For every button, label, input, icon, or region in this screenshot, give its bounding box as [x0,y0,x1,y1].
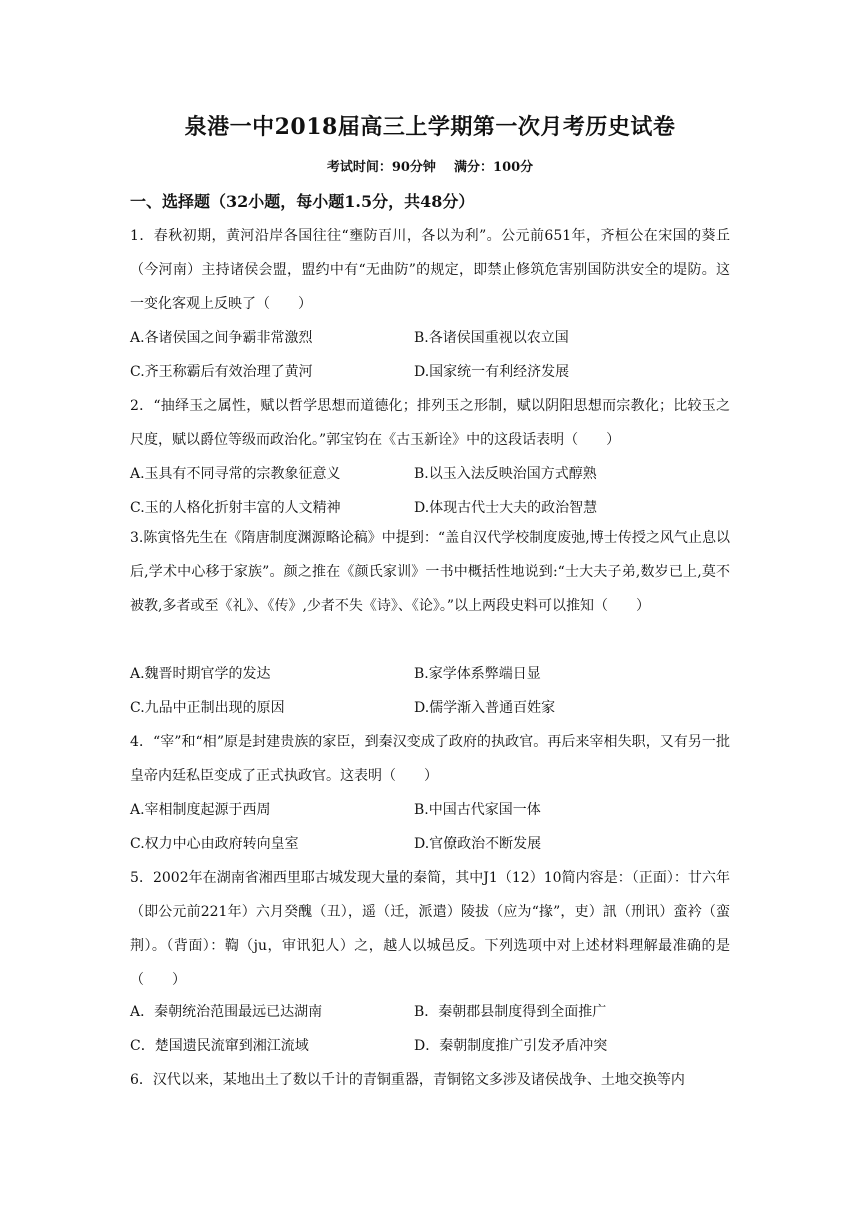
question-2-options-row-2 [130,491,730,525]
question-2-option-c: C.玉的人格化折射丰富的人文精神 [130,500,341,516]
question-3-options-row-1 [130,657,730,691]
question-4-stem: 4．“宰”和“相”原是封建贵族的家臣，到秦汉变成了政府的执政官。再后来宰相失职，又有另一批皇帝内廷私臣变成了正式执政官。这表明（ ） [130,734,730,784]
exam-info: 考试时间：90分钟 满分：100分 [326,160,534,175]
question-1-option-c: C.齐王称霸后有效治理了黄河 [130,364,313,380]
question-1-option-b: B.各诸侯国重视以农立国 [414,330,569,346]
question-1-stem: 1．春秋初期，黄河沿岸各国往往“壅防百川，各以为利”。公元前651年，齐桓公在宋国的葵丘（今河南）主持诸侯会盟，盟约中有“无曲防”的规定，即禁止修筑危害别国防洪安全的堤防。这一变化客观上反映了（ ） [130,228,730,312]
question-2-stem: 2．“抽绎玉之属性，赋以哲学思想而道德化；排列玉之形制，赋以阴阳思想而宗教化；比较玉之尺度，赋以爵位等级而政治化。”郭宝钧在《古玉新诠》中的这段话表明（ ） [130,398,730,448]
question-5-options-row-2 [130,1029,730,1063]
question-3-options-row-2 [130,691,730,725]
question-5-options-row-1 [130,995,730,1029]
section-heading: 一、选择题（32小题，每小题1.5分，共48分） [130,192,475,211]
question-5-option-c: C．楚国遗民流窜到湘江流域 [130,1038,309,1054]
question-4-option-c: C.权力中心由政府转向皇室 [130,836,299,852]
question-2-options-row-1 [130,457,730,491]
question-5-stem: 5．2002年在湖南省湘西里耶古城发现大量的秦简，其中J1（12）10简内容是：（正面）：廿六年（即公元前221年）六月癸醜（丑），遥（迁，派遣）陵拔（应为“掾”，吏）訊（刑讯）蛮衿（蛮荆）。（背面）：鞫（ju，审讯犯人）之，越人以城邑反。下列选项中对上述材料理解最准确的是（ ） [130,870,730,988]
question-4-option-a: A.宰相制度起源于西周 [130,802,271,818]
question-6-stem: 6．汉代以来，某地出土了数以千计的青铜重器，青铜铭文多涉及诸侯战争、土地交换等内 [130,1072,685,1088]
question-2-option-d: D.体现古代士大夫的政治智慧 [414,500,598,516]
question-4-option-b: B.中国古代家国一体 [414,802,541,818]
question-1-option-d: D.国家统一有利经济发展 [414,364,570,380]
question-3-option-d: D.儒学渐入普通百姓家 [414,700,556,716]
question-5-option-b: B．秦朝郡县制度得到全面推广 [414,1004,607,1020]
question-3-option-c: C.九品中正制出现的原因 [130,700,285,716]
question-2-option-a: A.玉具有不同寻常的宗教象征意义 [130,466,341,482]
question-2-option-b: B.以玉入法反映治国方式醇熟 [414,466,597,482]
question-5-option-d: D．秦朝制度推广引发矛盾冲突 [414,1038,608,1054]
question-1-options-row-2 [130,355,730,389]
question-4-options-row-1 [130,793,730,827]
question-3-option-a: A.魏晋时期官学的发达 [130,666,271,682]
question-4-options-row-2 [130,827,730,861]
page-title: 泉港一中2018届高三上学期第一次月考历史试卷 [184,114,676,140]
question-4-option-d: D.官僚政治不断发展 [414,836,542,852]
question-1-options-row-1 [130,321,730,355]
question-1-option-a: A.各诸侯国之间争霸非常激烈 [130,330,313,346]
question-3-option-b: B.家学体系弊端日显 [414,666,541,682]
question-5-option-a: A．秦朝统治范围最远已达湖南 [130,1004,323,1020]
question-3-stem: 3.陈寅恪先生在《隋唐制度渊源略论稿》中提到：“盖自汉代学校制度废弛,博士传授之风气止息以后,学术中心移于家族”。颜之推在《颜氏家训》一书中概括性地说到:“士大夫子弟,数岁已上,莫不被教,多者或至《礼》、《传》,少者不失《诗》、《论》。”以上两段史料可以推知（ ） [130,530,730,614]
